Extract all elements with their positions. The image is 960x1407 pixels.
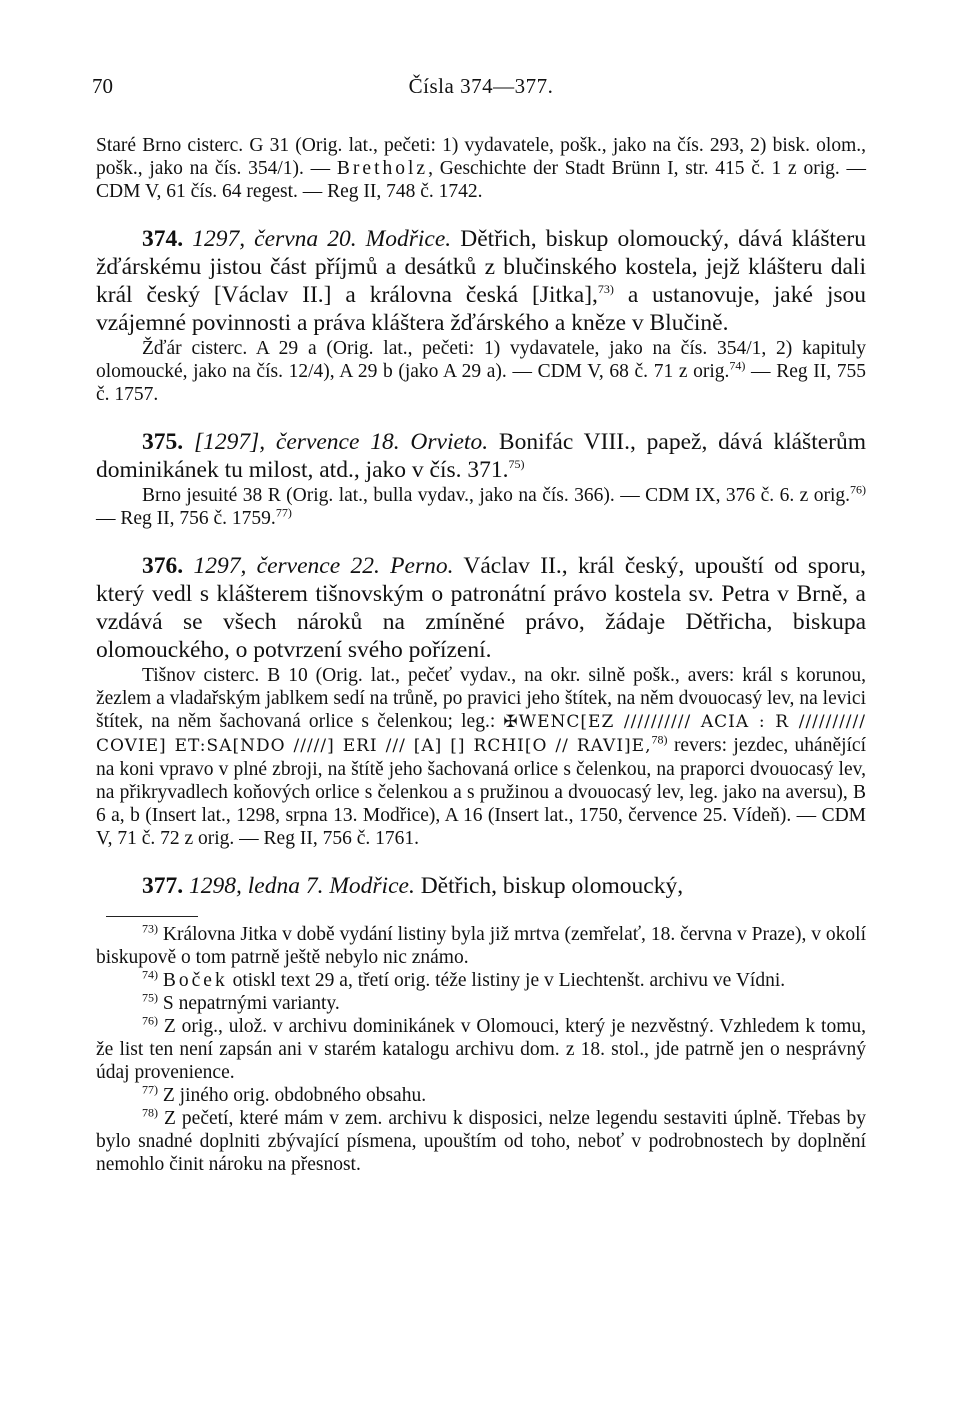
entry-date: 1297, června 20. Modřice.	[192, 226, 452, 252]
entry-375	[96, 428, 866, 530]
entry-375-source	[96, 484, 866, 530]
entry-date: 1298, ledna 7. Modřice.	[189, 873, 415, 899]
footnote-ref: 76)	[850, 482, 866, 497]
footnote-text: Z pečetí, které mám v zem. archivu k disposici, nelze legendu sestaviti úplně. Třebas by bylo snadné doplniti zbývající písmena, upouštím od toho, neboť v podrobnostech by doplnění nemohlo činit nároku na přesnost.	[96, 1108, 866, 1175]
entry-374-regest	[96, 225, 866, 337]
footnote-ref: 77)	[275, 505, 292, 520]
entry-source-2: — Reg II, 756 č. 1759.	[96, 508, 276, 529]
entry-title: Dětřich, biskup olomoucký,	[414, 873, 684, 899]
entry-number: 374.	[142, 226, 184, 252]
entry-375-regest	[96, 428, 866, 484]
footnote-ref: 74)	[729, 358, 746, 373]
footnote-text: S nepatrnými varianty.	[158, 993, 340, 1014]
entry-date: 1297, července 22. Perno.	[193, 553, 454, 579]
entry-number: 377.	[142, 873, 184, 899]
entry-source: Tišnov cisterc. B 10 (Orig. lat., pečeť vydav., na okr. silně pošk., avers: král s korunou, žezlem a vladařským jablkem sedí na trůně, po pravici jeho štítek, na něm dvouocasý lev, na levici štítek, na něm šachovaná orlice s čelenkou; leg.:	[96, 665, 866, 732]
footnote-ref: 73)	[597, 282, 614, 297]
entry-377-regest	[96, 872, 866, 900]
entry-377	[96, 872, 866, 900]
footnote-78	[96, 1107, 866, 1176]
author-name: Bretholz	[336, 158, 429, 179]
entry-title-2: a ustanovuje, jaké jsou vzájemné povinnosti a práva kláštera žďárského a kněze v Blučině.	[96, 282, 866, 336]
entry-source-2: revers: jezdec, uhánějící na koni vpravo v plné zbroji, na štítě jeho šachovaná orlice s čelenkou, na praporci dvouocasý lev, na přikryvadlech koňových orlice s čelenkou a s pružinou a dvouocasý lev, leg. jako na aversu), B 6 a, b (Insert lat., 1298, srpna 13. Modřice), A 16 (Insert lat., 1750, července 25. Vídeň). — CDM V, 71 č. 72 z orig. — Reg II, 756 č. 1761.	[96, 735, 867, 849]
entry-source-2: — Reg II, 755 č. 1757.	[96, 361, 867, 405]
entry-number: 376.	[142, 553, 184, 579]
footnote-74	[96, 969, 866, 992]
page-header	[92, 70, 866, 104]
footnotes	[96, 923, 866, 1176]
footnote-mark: 77)	[142, 1082, 158, 1097]
page-number: 70	[92, 74, 113, 98]
footnote-text: Z jiného orig. obdobného obsahu.	[158, 1085, 427, 1106]
entry-376	[96, 552, 866, 850]
entry-number: 375.	[142, 429, 184, 455]
entry-source: Brno jesuité 38 R (Orig. lat., bulla vydav., jako na čís. 366). — CDM IX, 376 č. 6. z orig.	[142, 485, 850, 506]
entry-374-source	[96, 337, 866, 406]
footnote-text: Z orig., ulož. v archivu dominikánek v Olomouci, který je nezvěstný. Vzhledem k tomu, že list ten není zapsán ani v starém katalogu archivu dom. z 18. stol., jde patrně jen o nesprávný údaj provenience.	[96, 1016, 866, 1083]
entry-376-regest	[96, 552, 866, 664]
footnote-mark: 76)	[142, 1013, 158, 1028]
entry-title: Dětřich, biskup olomoucký, dává klášteru žďárskému jistou část příjmů a desátků z blučinského kostela, jejž klášteru dali král český [Václav II.] a královna česká [Jitka],	[96, 226, 866, 308]
footnote-rule	[106, 916, 198, 917]
footnote-text: otiskl text 29 a, třetí orig. téže listiny je v Liechtenšt. archivu ve Vídni.	[227, 970, 786, 991]
running-head: Čísla 374—377.	[408, 74, 554, 98]
intro-source	[96, 134, 866, 203]
intro-text-2: , Geschichte der Stadt Brünn I, str. 415 č. 1 z orig. — CDM V, 61 čís. 64 regest. — Reg II, 748 č. 1742.	[96, 158, 867, 202]
entry-376-source	[96, 664, 866, 850]
footnote-ref: 75)	[508, 457, 525, 472]
footnote-75	[96, 992, 866, 1015]
footnote-ref: 78)	[651, 732, 668, 747]
intro-text: Staré Brno cisterc. G 31 (Orig. lat., pečeti: 1) vydavatele, pošk., jako na čís. 293, 2) bisk. olom., pošk., jako na čís. 354/1). —	[96, 135, 866, 179]
entry-374	[96, 225, 866, 406]
entry-title: Bonifác VIII., papež, dává klášterům dominikánek tu milost, atd., jako v čís. 371.	[96, 429, 867, 483]
footnote-mark: 74)	[142, 967, 158, 982]
seal-legend: ✠WENC[EZ ////////// ACIA : R ////////// COVIE] ET:SA[NDO /////] ERI /// [A] [] RCHI[O // RAVI]E,	[96, 712, 866, 756]
author-name: Boček	[162, 970, 228, 991]
entry-source: Žďár cisterc. A 29 a (Orig. lat., pečeti: 1) vydavatele, jako na čís. 354/1, 2) kapituly olomoucké, jako na čís. 12/4), A 29 b (jako A 29 a). — CDM V, 68 č. 71 z orig.	[96, 338, 866, 382]
footnote-mark: 78)	[142, 1105, 158, 1120]
page	[92, 70, 867, 1176]
footnote-77	[96, 1084, 866, 1107]
footnote-text: Královna Jitka v době vydání listiny byla již mrtva (zemřelať, 18. června v Praze), v okolí biskupově o tom patrně ještě nebylo nic známo.	[96, 924, 866, 968]
entry-title: Václav II., král český, upouští od sporu, který vedl s klášterem tišnovským o patronátní právo kostela sv. Petra v Brně, a vzdává se všech nároků na zmíněné právo, žádaje Dětřicha, biskupa olomouckého, o potvrzení svého pořízení.	[96, 553, 866, 663]
footnote-73	[96, 923, 866, 969]
entry-date: [1297], července 18. Orvieto.	[193, 429, 489, 455]
footnote-mark: 75)	[142, 990, 158, 1005]
footnote-76	[96, 1015, 866, 1084]
footnote-mark: 73)	[142, 921, 158, 936]
